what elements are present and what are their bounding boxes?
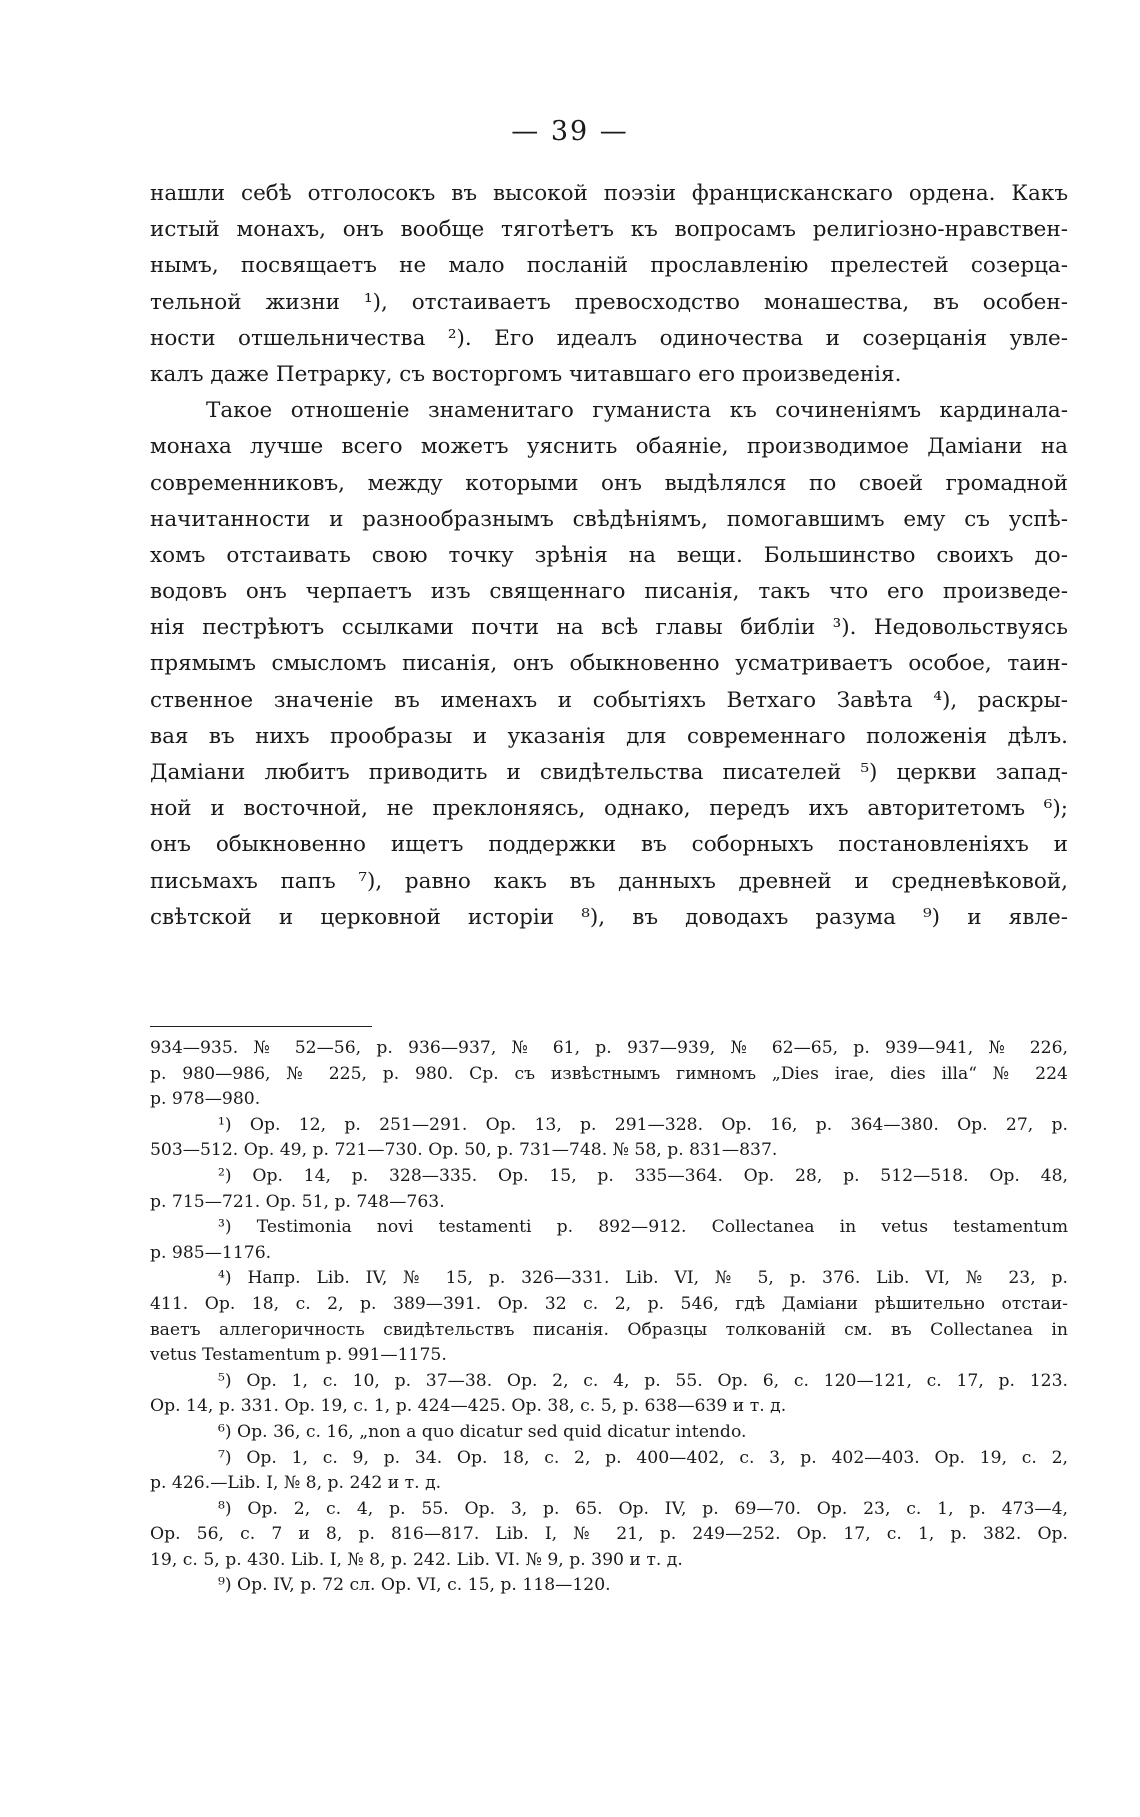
- text-line: начитанности и разнообразнымъ свѣдѣніямъ, помогавшимъ ему съ успѣ-: [150, 506, 1068, 532]
- text-line: нымъ, посвящаетъ не мало посланій прославленію прелестей созерца-: [150, 253, 1068, 279]
- text-line: тельной жизни ¹), отстаиваетъ превосходство монашества, въ особен-: [150, 289, 1068, 315]
- text-line: истый монахъ, онъ вообще тяготѣетъ къ вопросамъ религіозно-нравствен-: [150, 217, 1068, 243]
- footnote-line: 934—935. № 52—56, p. 936—937, № 61, p. 937—939, № 62—65, p. 939—941, № 226,: [150, 1038, 1068, 1058]
- footnotes: [150, 1036, 1068, 1599]
- text-line: ности отшельничества ²). Его идеалъ одиночества и созерцанія увле-: [150, 325, 1068, 351]
- text-line: Такое отношеніе знаменитаго гуманиста къ сочиненіямъ кардинала-: [206, 398, 1068, 424]
- text-line: нія пестрѣютъ ссылками почти на всѣ главы библіи ³). Недовольствуясь: [150, 615, 1068, 641]
- text-line: современниковъ, между которыми онъ выдѣлялся по своей громадной: [150, 470, 1068, 496]
- text-line: свѣтской и церковной исторіи ⁸), въ доводахъ разума ⁹) и явле-: [150, 904, 1068, 930]
- footnote-divider: [150, 1026, 372, 1027]
- text-line: прямымъ смысломъ писанія, онъ обыкновенно усматриваетъ особое, таин-: [150, 651, 1068, 677]
- footnote-line: Op. 56, c. 7 и 8, p. 816—817. Lib. I, № 21, p. 249—252. Op. 17, c. 1, p. 382. Op.: [150, 1524, 1068, 1545]
- text-line: ственное значеніе въ именахъ и событіяхъ Ветхаго Завѣта ⁴), раскры-: [150, 687, 1068, 713]
- footnote-line: vetus Testamentum p. 991—1175.: [150, 1345, 447, 1366]
- footnote-line: ⁶) Op. 36, c. 16, „non a quo dicatur sed quid dicatur intendo.: [218, 1421, 747, 1442]
- text-line: онъ обыкновенно ищетъ поддержки въ соборныхъ постановленіяхъ и: [150, 832, 1068, 858]
- text-line: ной и восточной, не преклоняясь, однако, передъ ихъ авторитетомъ ⁶);: [150, 796, 1068, 822]
- footnote-line: ⁴) Напр. Lib. IV, № 15, p. 326—331. Lib. VI, № 5, p. 376. Lib. VI, № 23, p.: [218, 1268, 1068, 1289]
- footnote-line: p. 985—1176.: [150, 1242, 272, 1263]
- footnote-line: ⁵) Op. 1, c. 10, p. 37—38. Op. 2, c. 4, p. 55. Op. 6, c. 120—121, c. 17, p. 123.: [218, 1370, 1068, 1391]
- main-text: [150, 176, 1068, 936]
- footnote-line: p. 715—721. Op. 51, p. 748—763.: [150, 1191, 445, 1212]
- footnote-line: 411. Op. 18, c. 2, p. 389—391. Op. 32 c. 2, p. 546, гдѣ Даміани рѣшительно отстаи-: [150, 1293, 1068, 1314]
- footnote-line: ²) Op. 14, p. 328—335. Op. 15, p. 335—364. Op. 28, p. 512—518. Op. 48,: [218, 1165, 1068, 1186]
- footnote-line: ¹) Op. 12, p. 251—291. Op. 13, p. 291—328. Op. 16, p. 364—380. Op. 27, p.: [218, 1114, 1068, 1135]
- footnote-line: ⁸) Op. 2, c. 4, p. 55. Op. 3, p. 65. Op. IV, p. 69—70. Op. 23, c. 1, p. 473—4,: [218, 1498, 1068, 1519]
- text-line: монаха лучше всего можетъ уяснить обаяніе, производимое Даміани на: [150, 434, 1068, 460]
- text-line: калъ даже Петрарку, съ восторгомъ читавшаго его произведенія.: [150, 361, 902, 387]
- footnote-line: ⁷) Op. 1, c. 9, p. 34. Op. 18, c. 2, p. 400—402, c. 3, p. 402—403. Op. 19, c. 2,: [218, 1447, 1068, 1468]
- footnote-line: p. 978—980.: [150, 1089, 261, 1110]
- text-line: хомъ отстаивать свою точку зрѣнія на вещи. Большинство своихъ до-: [150, 542, 1068, 568]
- footnote-line: ³) Testimonia novi testamenti p. 892—912. Collectanea in vetus testamentum: [218, 1217, 1068, 1238]
- footnote-line: p. 426.—Lib. I, № 8, p. 242 и т. д.: [150, 1473, 442, 1494]
- text-line: водовъ онъ черпаетъ изъ священнаго писанія, такъ что его произведе-: [150, 579, 1068, 605]
- footnote-line: 19, c. 5, p. 430. Lib. I, № 8, p. 242. Lib. VI. № 9, p. 390 и т. д.: [150, 1549, 683, 1570]
- footnote-line: ваетъ аллегоричность свидѣтельствъ писанія. Образцы толкованій см. въ Collectanea in: [150, 1319, 1068, 1340]
- text-line: Даміани любитъ приводить и свидѣтельства писателей ⁵) церкви запад-: [150, 760, 1068, 785]
- footnote-line: Op. 14, p. 331. Op. 19, c. 1, p. 424—425. Op. 38, c. 5, p. 638—639 и т. д.: [150, 1396, 787, 1417]
- footnote-line: 503—512. Op. 49, p. 721—730. Op. 50, p. 731—748. № 58, p. 831—837.: [150, 1140, 778, 1161]
- text-line: нашли себѣ отголосокъ въ высокой поэзіи францисканскаго ордена. Какъ: [150, 181, 1068, 206]
- footnote-line: p. 980—986, № 225, p. 980. Ср. съ извѣстнымъ гимномъ „Dies irae, dies illa“ № 224: [150, 1063, 1068, 1084]
- page-number: — 39 —: [511, 116, 629, 147]
- text-line: письмахъ папъ ⁷), равно какъ въ данныхъ древней и средневѣковой,: [150, 868, 1068, 894]
- footnote-line: ⁹) Op. IV, p. 72 сл. Op. VI, c. 15, p. 118—120.: [218, 1575, 611, 1596]
- text-line: вая въ нихъ прообразы и указанія для современнаго положенія дѣлъ.: [150, 723, 1068, 749]
